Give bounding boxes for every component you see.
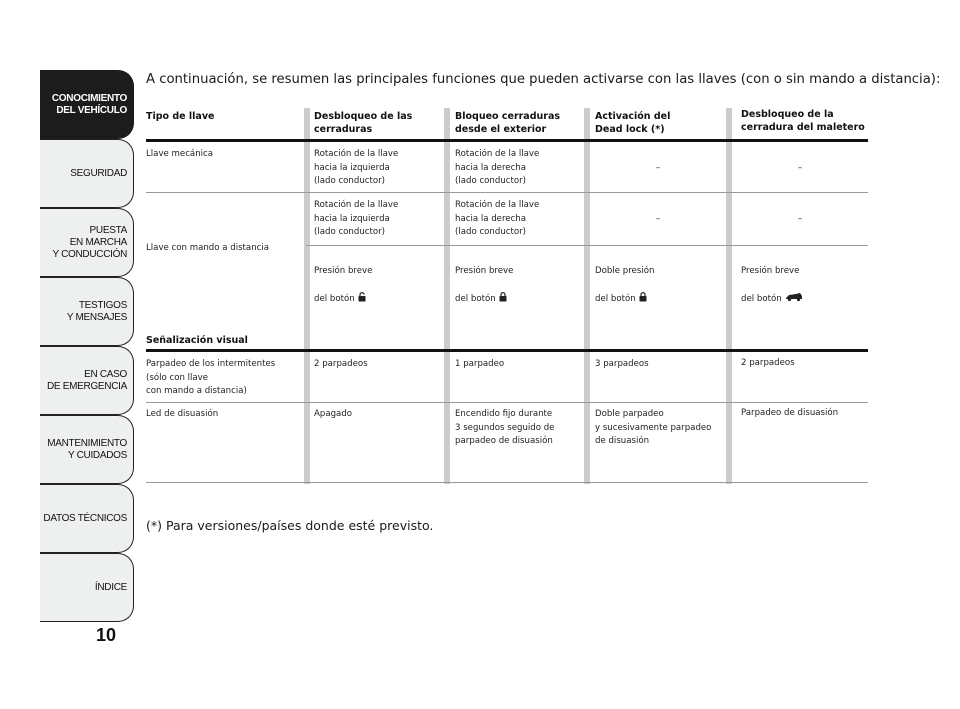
row-mechanical-lock: Rotación de la llave hacia la derecha (lado conductor) <box>455 149 540 186</box>
row-indicators-type: Parpadeo de los intermitentes (sólo con llave con mando a distancia) <box>146 359 276 396</box>
row-remote-type: Llave con mando a distancia <box>146 243 270 253</box>
row-remote-a-deadlock: – <box>655 214 661 224</box>
page-number: 10 <box>96 625 117 645</box>
cell-line: Presión breve <box>455 265 514 276</box>
row-rule <box>146 192 868 193</box>
tab-conocimiento-del-vehiculo[interactable]: CONOCIMIENTO DEL VEHÍCULO <box>40 70 134 139</box>
row-led-trunk: Parpadeo de disuasión <box>741 408 839 418</box>
unlock-icon <box>358 292 366 302</box>
intro-text: A continuación, se resumen las principales funciones que pueden activarse con las llaves (con o sin mando a distancia): <box>146 72 941 87</box>
tab-seguridad[interactable]: SEGURIDAD <box>40 139 134 208</box>
cell-line: del botón <box>595 293 636 304</box>
row-indicators-lock: 1 parpadeo <box>455 359 505 369</box>
key-functions-table <box>146 108 868 484</box>
header-key-type: Tipo de llave <box>146 111 215 122</box>
tab-mantenimiento-y-cuidados[interactable]: MANTENIMIENTO Y CUIDADOS <box>40 415 134 484</box>
row-remote-b-lock <box>455 251 513 306</box>
cell-line: Presión breve <box>314 265 373 276</box>
row-rule <box>306 245 868 246</box>
row-led-lock: Encendido fijo durante 3 segundos seguido de parpadeo de disuasión <box>455 409 555 446</box>
lock-icon <box>639 292 647 302</box>
cell-line: del botón <box>314 293 355 304</box>
row-led-unlock: Apagado <box>314 409 353 419</box>
column-divider <box>444 108 450 484</box>
column-divider <box>304 108 310 484</box>
tab-datos-tecnicos[interactable]: DATOS TÉCNICOS <box>40 484 134 553</box>
cell-line: del botón <box>455 293 496 304</box>
cell-line: del botón <box>741 293 782 304</box>
table-bottom-rule <box>146 482 868 483</box>
cell-line: Presión breve <box>741 265 800 276</box>
tab-testigos-y-mensajes[interactable]: TESTIGOS Y MENSAJES <box>40 277 134 346</box>
row-remote-b-unlock <box>314 251 372 306</box>
row-remote-a-trunk: – <box>797 214 803 224</box>
header-lock: Bloqueo cerraduras desde el exterior <box>455 111 561 135</box>
header-deadlock: Activación del Dead lock (*) <box>595 111 671 135</box>
row-mechanical-unlock: Rotación de la llave hacia la izquierda (lado conductor) <box>314 149 399 186</box>
header-rule <box>146 139 868 142</box>
row-remote-b-trunk <box>741 251 803 306</box>
footnote: (*) Para versiones/países donde esté previsto. <box>146 518 434 533</box>
visual-signaling-heading: Señalización visual <box>146 335 248 346</box>
row-remote-b-deadlock <box>595 251 654 306</box>
row-remote-a-unlock: Rotación de la llave hacia la izquierda (lado conductor) <box>314 200 399 237</box>
header-trunk-unlock: Desbloqueo de la cerradura del maletero <box>741 109 865 133</box>
tab-puesta-en-marcha[interactable]: PUESTA EN MARCHA Y CONDUCCIÓN <box>40 208 134 277</box>
row-mechanical-trunk: – <box>797 163 803 173</box>
row-mechanical-deadlock: – <box>655 163 661 173</box>
row-led-type: Led de disuasión <box>146 409 219 419</box>
car-trunk-icon <box>785 292 803 302</box>
row-indicators-trunk: 2 parpadeos <box>741 358 795 368</box>
header-unlock: Desbloqueo de las cerraduras <box>314 111 413 135</box>
row-indicators-unlock: 2 parpadeos <box>314 359 368 369</box>
tab-en-caso-de-emergencia[interactable]: EN CASO DE EMERGENCIA <box>40 346 134 415</box>
section-rule <box>146 349 868 352</box>
cell-line: Doble presión <box>595 265 655 276</box>
row-led-deadlock: Doble parpadeo y sucesivamente parpadeo de disuasión <box>595 409 712 446</box>
row-rule <box>146 402 868 403</box>
row-remote-a-lock: Rotación de la llave hacia la derecha (lado conductor) <box>455 200 540 237</box>
lock-icon <box>499 292 507 302</box>
tab-indice[interactable]: ÍNDICE <box>40 553 134 622</box>
row-mechanical-type: Llave mecánica <box>146 149 214 159</box>
row-indicators-deadlock: 3 parpadeos <box>595 359 649 369</box>
